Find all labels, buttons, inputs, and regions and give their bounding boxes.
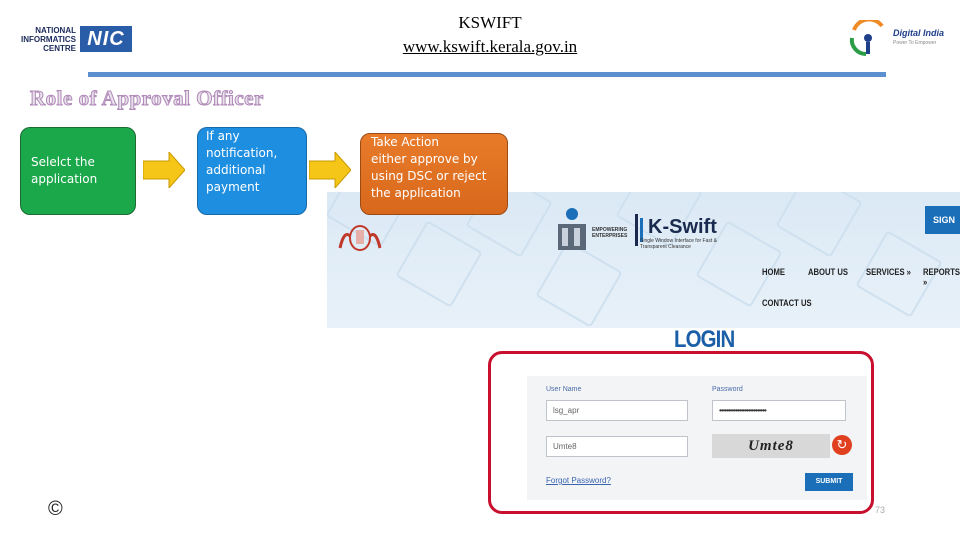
header-divider xyxy=(88,72,886,77)
nav-services[interactable]: SERVICES » xyxy=(866,267,911,277)
step3-line: either approve by xyxy=(371,152,478,166)
step-take-action xyxy=(360,133,508,215)
forgot-password-link[interactable]: Forgot Password? xyxy=(546,476,611,485)
password-label: Password xyxy=(712,386,743,393)
nav-home[interactable]: HOME xyxy=(762,267,785,277)
username-input[interactable]: lsg_apr xyxy=(546,400,688,421)
empowering-enterprises-logo-icon xyxy=(554,206,590,256)
nav-about-us[interactable]: ABOUT US xyxy=(808,267,848,277)
step2-line: payment xyxy=(206,180,260,194)
step2-line: If any xyxy=(206,129,240,143)
digital-india-logo-icon xyxy=(846,20,892,58)
password-input[interactable]: •••••••••••••••••••••••••• xyxy=(712,400,846,421)
kerala-emblem-icon xyxy=(336,220,384,254)
nav-contact-us[interactable]: CONTACT US xyxy=(762,298,812,308)
step-notification-payment xyxy=(197,127,307,215)
step3-line: the application xyxy=(371,186,461,200)
nic-logo-text: NATIONAL INFORMATICS CENTRE xyxy=(21,26,76,53)
captcha-image: Umte8 xyxy=(712,434,830,458)
page-title: KSWIFT xyxy=(458,13,522,32)
step1-line: application xyxy=(31,172,98,186)
username-label: User Name xyxy=(546,386,582,393)
captcha-input[interactable]: Umte8 xyxy=(546,436,688,457)
step2-line: additional xyxy=(206,163,266,177)
step3-line: Take Action xyxy=(371,135,439,149)
copyright-icon: © xyxy=(48,498,63,520)
login-heading: LOGIN xyxy=(674,326,735,353)
nav-reports[interactable]: REPORTS » xyxy=(923,267,960,287)
empowering-enterprises-label: EMPOWERING ENTERPRISES xyxy=(592,227,628,239)
nic-logo: NIC xyxy=(80,26,132,52)
digital-india-tagline: Power To Empower xyxy=(893,40,937,46)
login-highlight-frame xyxy=(488,351,874,514)
site-url-link[interactable]: www.kswift.kerala.gov.in xyxy=(402,37,578,56)
section-title: Role of Approval Officer xyxy=(30,86,264,110)
portal-brand-subtitle: Single Window Interface for Fast & Transparent Clearance xyxy=(640,238,717,250)
step-select-application xyxy=(20,127,136,215)
step3-line: using DSC or reject xyxy=(371,169,487,183)
portal-brand: K-Swift xyxy=(648,216,717,238)
submit-button[interactable]: SUBMIT xyxy=(805,473,853,491)
arrow-right-icon xyxy=(143,152,185,188)
sign-in-button[interactable]: SIGN xyxy=(925,206,960,234)
step2-line: notification, xyxy=(206,146,278,160)
arrow-right-icon xyxy=(309,152,351,188)
refresh-captcha-icon[interactable]: ↻ xyxy=(832,435,852,455)
step1-line: Selelct the xyxy=(31,155,95,169)
digital-india-label: Digital India xyxy=(893,28,945,38)
page-number: 73 xyxy=(875,505,886,515)
